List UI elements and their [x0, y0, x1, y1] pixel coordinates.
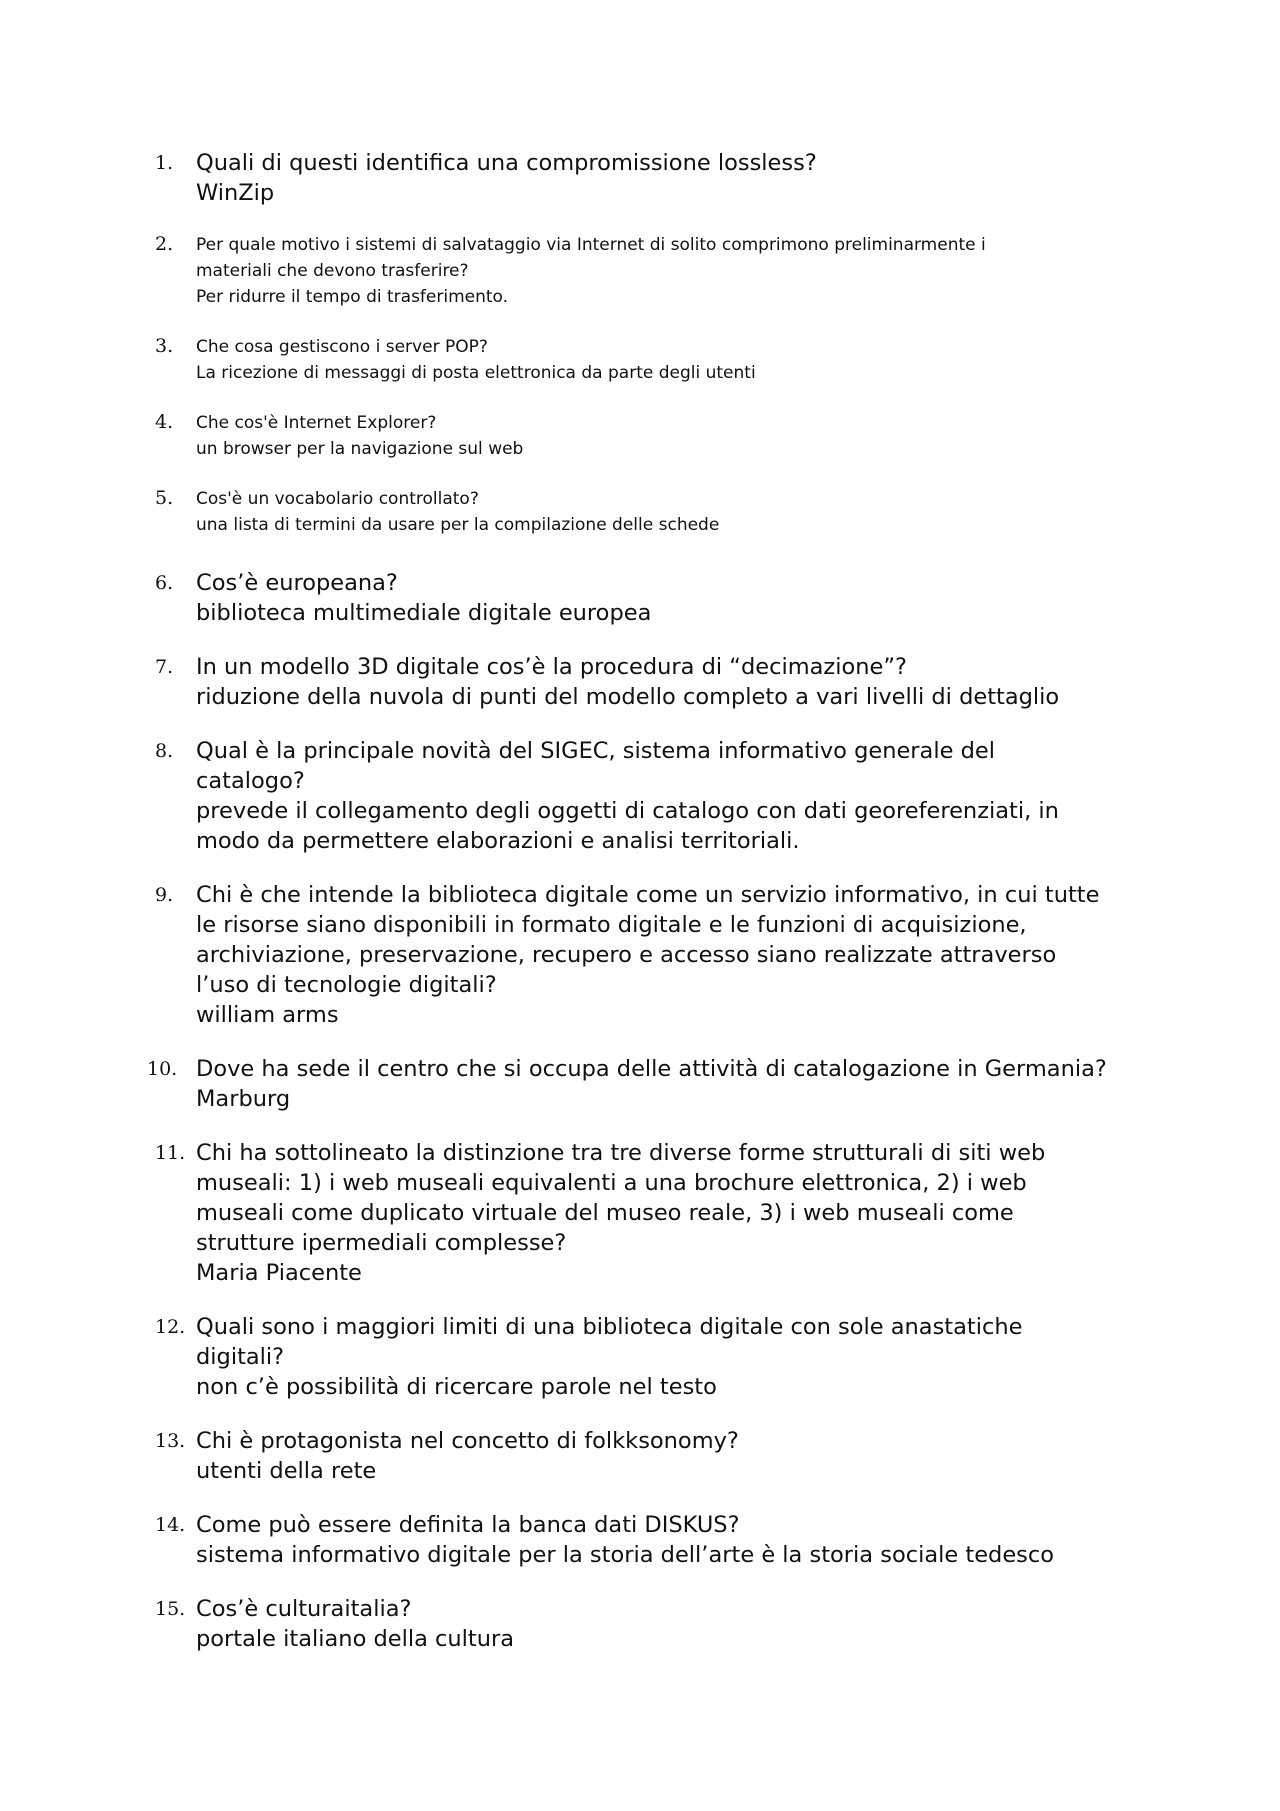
- answer-text: non c’è possibilità di ricercare parole nel testo: [196, 1374, 717, 1400]
- question-text: Cos'è un vocabolario controllato?: [196, 489, 479, 509]
- list-item: [150, 1594, 1160, 1654]
- item-number: 6.: [155, 572, 174, 594]
- question-text: Per quale motivo i sistemi di salvataggio via Internet di solito comprimono preliminarmente i materiali che devono trasferire?: [196, 235, 986, 281]
- list-item: [150, 1426, 1160, 1486]
- answer-text: Marburg: [196, 1086, 291, 1112]
- question-text: Qual è la principale novità del SIGEC, sistema informativo generale del catalogo?: [196, 738, 995, 794]
- answer-text: un browser per la navigazione sul web: [196, 439, 524, 459]
- list-item: [150, 1312, 1160, 1402]
- answer-text: portale italiano della cultura: [196, 1626, 515, 1652]
- answer-text: prevede il collegamento degli oggetti di catalogo con dati georeferenziati, in modo da permettere elaborazioni e analisi territoriali.: [196, 798, 1059, 854]
- list-item: [150, 568, 1160, 628]
- question-text: Che cos'è Internet Explorer?: [196, 413, 437, 433]
- item-number: 3.: [155, 335, 174, 357]
- item-number: 2.: [155, 233, 174, 255]
- item-number: 5.: [155, 487, 174, 509]
- list-item: [150, 1510, 1160, 1570]
- answer-text: WinZip: [196, 180, 275, 206]
- answer-text: sistema informativo digitale per la storia dell’arte è la storia sociale tedesco: [196, 1542, 1055, 1568]
- list-item: [150, 652, 1160, 712]
- question-text: Chi è che intende la biblioteca digitale come un servizio informativo, in cui tutte le risorse siano disponibili in formato digitale e le funzioni di acquisizione, archiviazione, preservazione, recupero e accesso siano realizzate attraverso l’uso di tecnologie digitali?: [196, 882, 1100, 998]
- item-number: 9.: [155, 884, 174, 906]
- question-text: Chi è protagonista nel concetto di folkksonomy?: [196, 1428, 739, 1454]
- list-item: [150, 736, 1160, 856]
- question-text: Cos’è culturaitalia?: [196, 1596, 412, 1622]
- list-item: [150, 232, 1160, 310]
- item-number: 11.: [155, 1142, 186, 1164]
- qa-list: [147, 148, 1160, 1678]
- question-text: Dove ha sede il centro che si occupa delle attività di catalogazione in Germania?: [196, 1056, 1107, 1082]
- question-text: Quali sono i maggiori limiti di una biblioteca digitale con sole anastatiche digitali?: [196, 1314, 1023, 1370]
- answer-text: utenti della rete: [196, 1458, 377, 1484]
- question-text: Quali di questi identifica una compromissione lossless?: [196, 150, 817, 176]
- list-item: [150, 486, 1160, 538]
- question-text: In un modello 3D digitale cos’è la procedura di “decimazione”?: [196, 654, 907, 680]
- item-number: 4.: [155, 411, 174, 433]
- answer-text: william arms: [196, 1002, 339, 1028]
- answer-text: Maria Piacente: [196, 1260, 362, 1286]
- list-item: [147, 1054, 1160, 1114]
- list-item: [150, 880, 1160, 1030]
- item-number: 14.: [155, 1514, 186, 1536]
- item-number: 8.: [155, 740, 174, 762]
- answer-text: Per ridurre il tempo di trasferimento.: [196, 287, 509, 307]
- answer-text: biblioteca multimediale digitale europea: [196, 600, 652, 626]
- item-number: 1.: [155, 152, 174, 174]
- list-item: [150, 1138, 1160, 1288]
- item-number: 7.: [155, 656, 174, 678]
- question-text: Come può essere definita la banca dati DISKUS?: [196, 1512, 740, 1538]
- item-number: 10.: [147, 1058, 178, 1080]
- answer-text: riduzione della nuvola di punti del modello completo a vari livelli di dettaglio: [196, 684, 1060, 710]
- answer-text: una lista di termini da usare per la compilazione delle schede: [196, 515, 720, 535]
- answer-text: La ricezione di messaggi di posta elettronica da parte degli utenti: [196, 363, 756, 383]
- item-number: 15.: [155, 1598, 186, 1620]
- question-text: Chi ha sottolineato la distinzione tra tre diverse forme strutturali di siti web museali: 1) i web museali equivalenti a una brochure elettronica, 2) i web museali come duplicato virtuale del museo reale, 3) i web museali come strutture ipermediali complesse?: [196, 1140, 1046, 1256]
- list-item: [150, 148, 1160, 208]
- item-number: 12.: [155, 1316, 186, 1338]
- item-number: 13.: [155, 1430, 186, 1452]
- list-item: [150, 410, 1160, 462]
- list-item: [150, 334, 1160, 386]
- question-text: Cos’è europeana?: [196, 570, 398, 596]
- question-text: Che cosa gestiscono i server POP?: [196, 337, 488, 357]
